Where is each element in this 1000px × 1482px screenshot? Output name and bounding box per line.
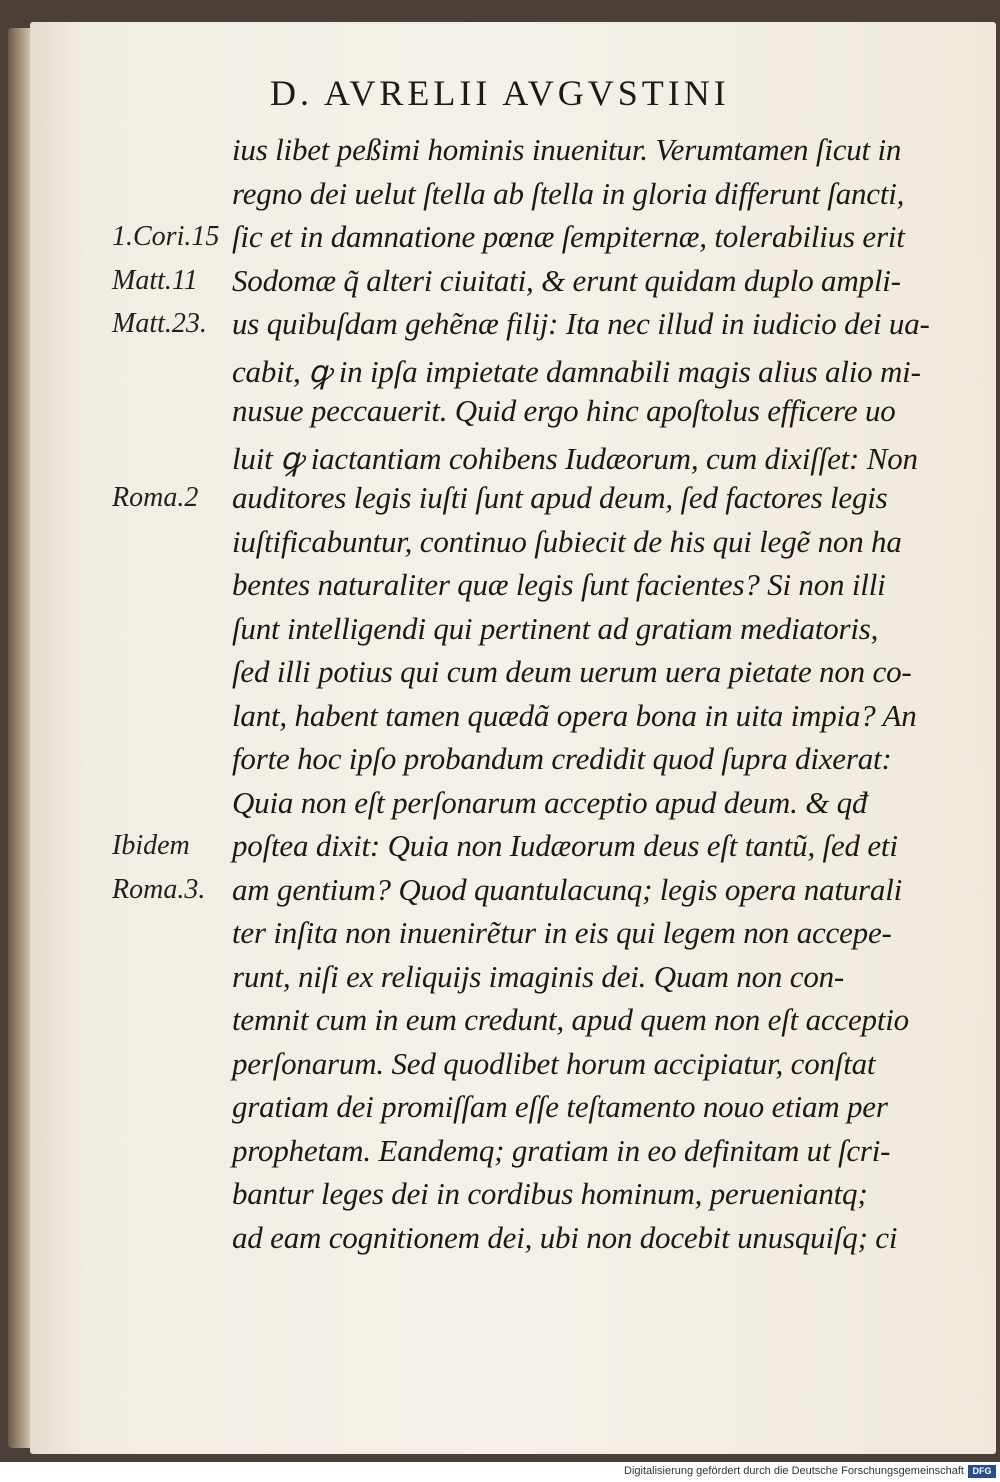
footer-bar <box>0 1462 1000 1482</box>
text-line: forte hoc ipſo probandum credidit quod ſupra dixerat: <box>232 741 892 776</box>
text-line: prophetam. Eandemq; gratiam in eo definitam ut ſcri- <box>232 1132 891 1168</box>
text-line: poſtea dixit: Quia non Iudæorum deus eſt tantũ, ſed eti <box>232 828 898 863</box>
margin-reference: Matt.23. <box>112 308 207 339</box>
text-line: us quibuſdam gehẽnæ filij: Ita nec illud in iudicio dei ua- <box>232 306 930 341</box>
text-line: bentes naturaliter quæ legis ſunt facientes? Si non illi <box>232 567 886 602</box>
text-line: perſonarum. Sed quodlibet horum accipiatur, conſtat <box>232 1045 876 1081</box>
text-line: temnit cum in eum credunt, apud quem non eſt acceptio <box>232 1002 909 1037</box>
text-line: ſic et in damnatione pœnæ ſempiternæ, tolerabilius erit <box>232 219 905 254</box>
text-line: ſed illi potius qui cum deum uerum uera pietate non co- <box>232 654 912 689</box>
digitization-credit: Digitalisierung gefördert durch die Deutsche Forschungsgemeinschaft <box>624 1465 964 1477</box>
text-line: ad eam cognitionem dei, ubi non docebit unusquiſq; ci <box>232 1219 898 1255</box>
margin-reference: Ibidem <box>112 830 190 861</box>
text-line: lant, habent tamen quædã opera bona in uita impia? An <box>232 697 917 733</box>
text-line: regno dei uelut ſtella ab ſtella in gloria differunt ſancti, <box>232 175 905 211</box>
text-line: gratiam dei promiſſam eſſe teſtamento nouo etiam per <box>232 1089 888 1124</box>
text-line: am gentium? Quod quantulacunq; legis opera naturali <box>232 871 903 907</box>
text-line: runt, niſi ex reliquijs imaginis dei. Quam non con- <box>232 958 845 994</box>
text-line: auditores legis iuſti ſunt apud deum, ſed factores legis <box>232 480 888 515</box>
margin-reference: 1.Cori.15 <box>112 221 220 252</box>
margin-reference: Roma.3. <box>112 873 206 905</box>
text-line: luit ꝙ iactantiam cohibens Iudæorum, cum dixiſſet: Non <box>232 440 918 476</box>
margin-reference: Matt.11 <box>112 264 198 296</box>
text-line: iuſtificabuntur, continuo ſubiecit de his qui legẽ non ha <box>232 523 902 559</box>
text-line: Sodomæ q̃ alteri ciuitati, & erunt quidam duplo ampli- <box>232 262 901 298</box>
text-line: bantur leges dei in cordibus hominum, perueniantq; <box>232 1176 868 1211</box>
text-line: Quia non eſt perſonarum acceptio apud deum. & qđ <box>232 784 868 820</box>
text-line: cabit, ꝙ in ipſa impietate damnabili magis alius alio mi- <box>232 353 921 389</box>
text-line: ius libet peßimi hominis inuenitur. Verumtamen ſicut in <box>232 132 902 167</box>
text-line: ſunt intelligendi qui pertinent ad gratiam mediatoris, <box>232 610 879 646</box>
running-head: D. AVRELII AVGVSTINI <box>270 73 730 113</box>
margin-reference: Roma.2 <box>112 482 199 513</box>
text-line: nusue peccauerit. Quid ergo hinc apoſtolus efficere uo <box>232 393 896 428</box>
dfg-logo: DFG <box>968 1465 996 1478</box>
text-line: ter inſita non inuenirẽtur in eis qui legem non accepe- <box>232 915 892 950</box>
